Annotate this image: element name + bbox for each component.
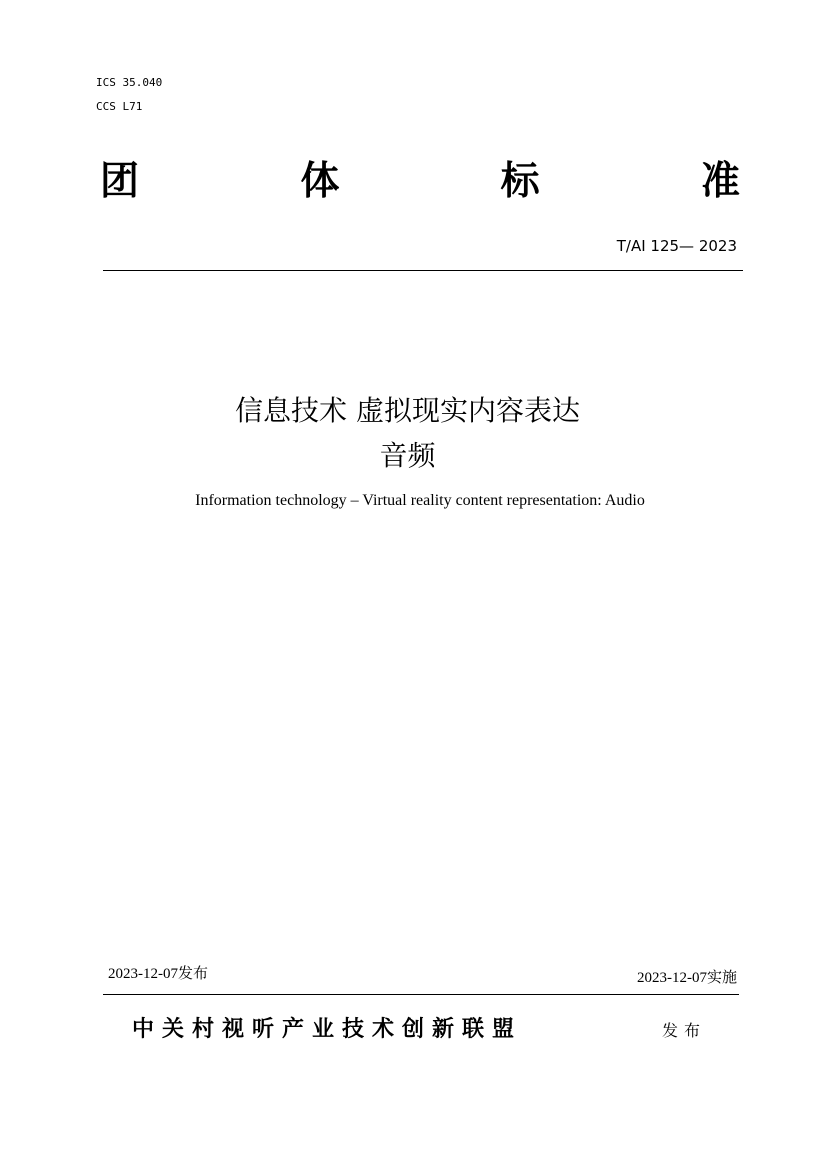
- ccs-code: CCS L71: [96, 100, 143, 113]
- issue-date: 2023-12-07发布: [108, 966, 208, 982]
- bottom-divider: [103, 994, 739, 995]
- standard-type-char: 准: [700, 158, 740, 204]
- title-chinese-line2: 音频: [379, 439, 436, 472]
- top-divider: [103, 270, 743, 271]
- standard-type-heading: [100, 156, 740, 206]
- ics-code: ICS 35.040: [96, 76, 163, 89]
- publisher-name: 中关村视听产业技术创新联盟: [132, 1016, 523, 1041]
- standard-type-char: 体: [300, 158, 340, 204]
- standard-type-char: 团: [100, 158, 140, 204]
- implementation-date: 2023-12-07实施: [637, 970, 737, 986]
- title-english: Information technology – Virtual reality content representation: Audio: [195, 492, 645, 509]
- title-chinese-line1: 信息技术 虚拟现实内容表达: [235, 394, 580, 427]
- standard-number: T/AI 125— 2023: [616, 237, 737, 255]
- publish-label: 发布: [662, 1021, 707, 1040]
- standard-type-char: 标: [500, 158, 540, 204]
